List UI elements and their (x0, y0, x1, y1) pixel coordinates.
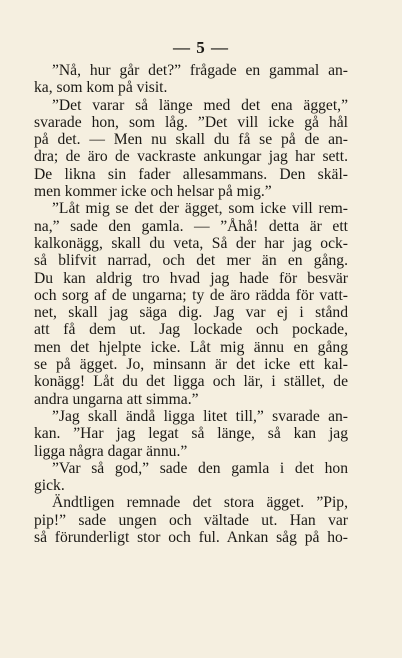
text-line: så förunderligt stor och ful. Ankan såg på ho- (34, 529, 348, 547)
text-line: gick. (34, 477, 65, 495)
page-number: — 5 — (173, 38, 229, 57)
text-line: att få dem ut. Jag lockade och pockade, (34, 321, 348, 339)
text-line: dra; de äro de vackraste ankungar jag har sett. (34, 148, 348, 166)
text-line: så blifvit narrad, och det mer än en gång. (34, 252, 348, 270)
text-line: pip!” sade ungen och vältade ut. Han var (34, 511, 348, 529)
text-line: ”Nå, hur går det?” frågade en gammal an- (52, 62, 348, 79)
text-line: ka, som kom på visit. (34, 79, 168, 97)
text-line: ”Jag skall ändå ligga litet till,” svarade an- (52, 407, 348, 425)
text-line: De likna sin fader allesammans. Den skäl- (34, 165, 348, 183)
text-line: ”Låt mig se det der ägget, som icke vill rem- (52, 200, 348, 218)
text-line: kalkonägg, skall du veta, Så der har jag ock- (34, 234, 348, 252)
body-text (34, 62, 348, 546)
text-line: och sorg af de ungarna; ty de äro rädda för vatt- (34, 286, 348, 304)
text-line: ”Var så god,” sade den gamla i det hon (52, 459, 348, 477)
text-line: se på ägget. Jo, minsann är det icke ett kal- (34, 356, 348, 374)
text-line: kan. ”Har jag legat så länge, så kan jag (34, 425, 348, 443)
text-line: andra ungarna att simma.” (34, 390, 199, 408)
text-line: men det hjelpte icke. Låt mig ännu en gång (34, 338, 348, 356)
text-line: Ändtligen remnade det stora ägget. ”Pip, (52, 494, 348, 512)
text-line: Du kan aldrig tro hvad jag hade för besvär (34, 269, 348, 287)
text-line: svarade hon, som låg. ”Det vill icke gå hål (34, 113, 348, 131)
text-line: ligga några dagar ännu.” (34, 442, 188, 460)
text-line: net, skall jag säga dig. Jag var ej i stånd (34, 304, 348, 322)
text-line: ”Det varar så länge med det ena ägget,” (52, 96, 348, 114)
text-line: på det. — Men nu skall du få se på de an- (34, 131, 348, 149)
text-line: na,” sade den gamla. — ”Åhå! detta är ett (34, 217, 348, 235)
text-line: konägg! Låt du det ligga och lär, i stället, de (34, 373, 348, 391)
text-line: men kommer icke och helsar på mig.” (34, 183, 272, 201)
